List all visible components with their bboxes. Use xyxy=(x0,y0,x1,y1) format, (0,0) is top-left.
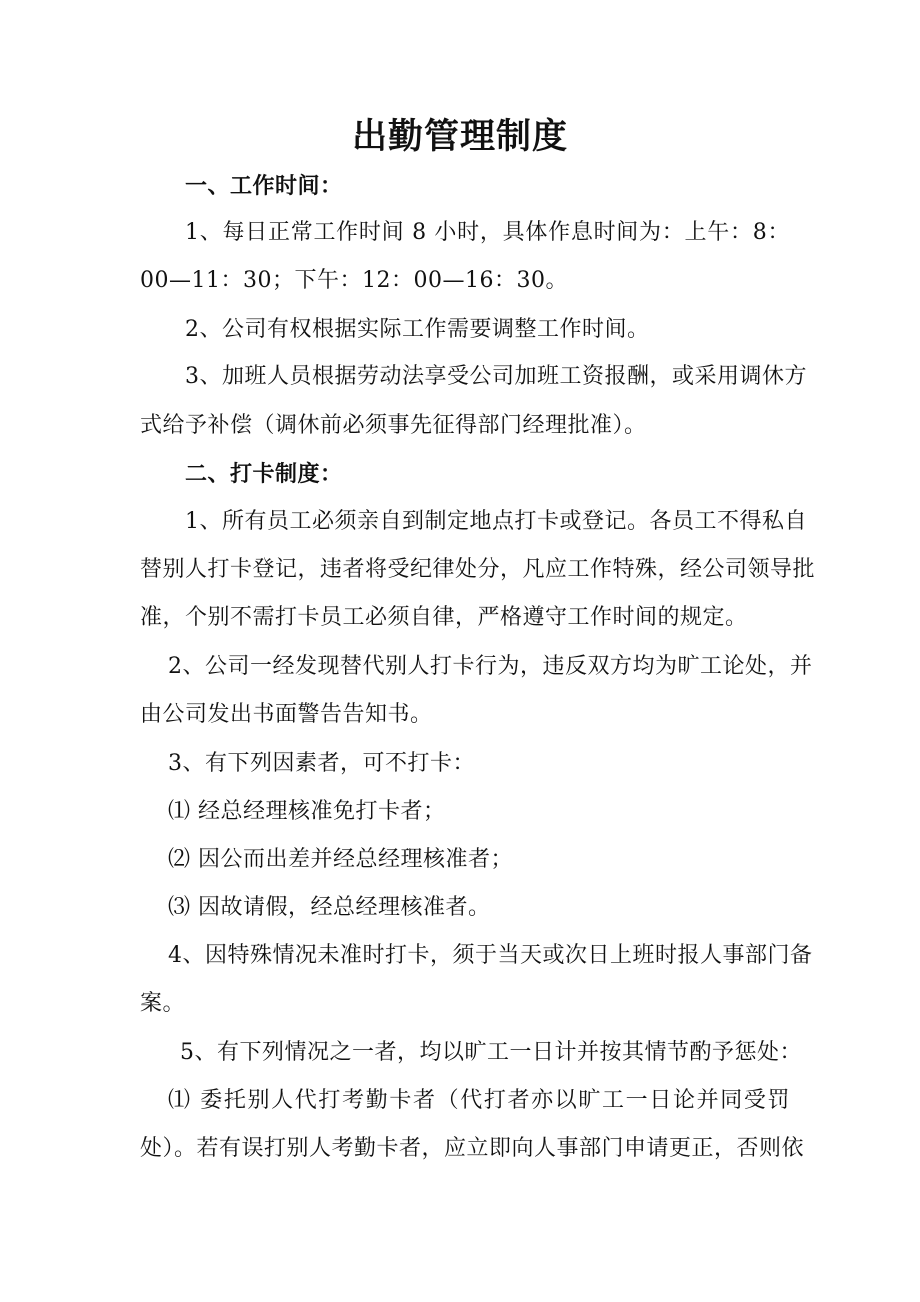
section-heading-work-time: 一、工作时间： xyxy=(185,173,343,199)
paragraph-line: 1、每日正常工作时间 8 小时，具体作息时间为：上午：8： xyxy=(185,220,790,245)
paragraph-line: 由公司发出书面警告告知书。 xyxy=(140,702,433,727)
paragraph-line: 3、有下列因素者，可不打卡： xyxy=(168,751,475,776)
paragraph-line: 3、加班人员根据劳动法享受公司加班工资报酬，或采用调休方 xyxy=(185,364,807,389)
section-heading-clock-in: 二、打卡制度： xyxy=(185,461,343,487)
paragraph-line: 4、因特殊情况未准时打卡，须于当天或次日上班时报人事部门备 xyxy=(168,943,813,968)
paragraph-line: 处）。若有误打别人考勤卡者，应立即向人事部门申请更正，否则依 xyxy=(140,1136,805,1161)
paragraph-line: 1、所有员工必须亲自到制定地点打卡或登记。各员工不得私自 xyxy=(185,509,807,534)
paragraph-line: 案。 xyxy=(140,991,186,1016)
list-item: ⑴ 委托别人代打考勤卡者（代打者亦以旷工一日论并同受罚 xyxy=(168,1088,790,1113)
paragraph-line: 00—11：30；下午：12：00—16：30。 xyxy=(140,268,568,293)
paragraph-line: 式给予补偿（调休前必须事先征得部门经理批准）。 xyxy=(140,413,647,438)
paragraph-line: 5、有下列情况之一者，均以旷工一日计并按其情节酌予惩处： xyxy=(180,1040,802,1065)
list-item: ⑶ 因故请假，经总经理核准者。 xyxy=(168,895,491,920)
paragraph-line: 2、公司一经发现替代别人打卡行为，违反双方均为旷工论处，并 xyxy=(168,654,813,679)
paragraph-line: 替别人打卡登记，违者将受纪律处分，凡应工作特殊，经公司领导批 xyxy=(140,557,816,582)
list-item: ⑴ 经总经理核准免打卡者； xyxy=(168,799,446,824)
list-item: ⑵ 因公而出差并经总经理核准者； xyxy=(168,847,513,872)
paragraph-line: 准，个别不需打卡员工必须自律，严格遵守工作时间的规定。 xyxy=(140,605,748,630)
document-title: 出勤管理制度 xyxy=(351,116,568,157)
paragraph-line: 2、公司有权根据实际工作需要调整工作时间。 xyxy=(185,317,650,342)
